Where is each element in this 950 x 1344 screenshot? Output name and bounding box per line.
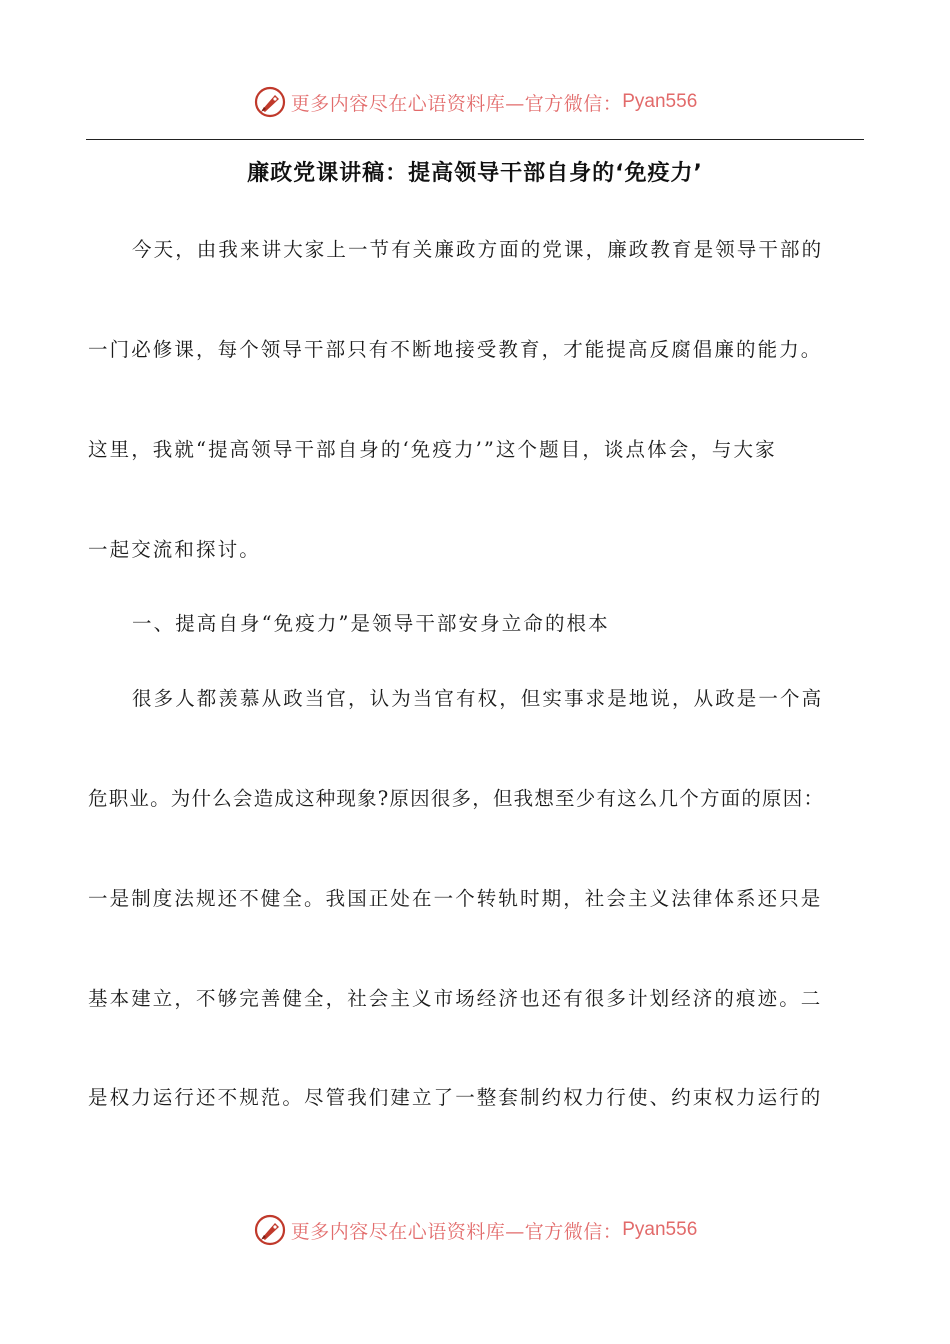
body-line: 一起交流和探讨。 <box>88 538 261 561</box>
banner-text: 更多内容尽在心语资料库—官方微信： <box>290 92 623 115</box>
banner-text: 更多内容尽在心语资料库—官方微信： <box>290 1220 623 1243</box>
body-line: 这里，我就“提高领导干部自身的‘免疫力’”这个题目，谈点体会，与大家 <box>88 438 777 461</box>
body-line: 一门必修课，每个领导干部只有不断地接受教育，才能提高反腐倡廉的能力。 <box>88 338 823 361</box>
banner-wechat-id: Pyan556 <box>622 1219 698 1240</box>
document-title: 廉政党课讲稿：提高领导干部自身的‘免疫力’ <box>247 161 703 186</box>
body-line: 今天，由我来讲大家上一节有关廉政方面的党课，廉政教育是领导干部的 <box>132 238 824 261</box>
pen-nib-logo-icon <box>253 85 287 119</box>
body-line: 是权力运行还不规范。尽管我们建立了一整套制约权力行使、约束权力运行的 <box>88 1086 823 1109</box>
section-heading: 一、提高自身“免疫力”是领导干部安身立命的根本 <box>132 612 610 635</box>
header-banner <box>0 82 950 122</box>
body-line: 很多人都羡慕从政当官，认为当官有权，但实事求是地说，从政是一个高 <box>132 687 824 710</box>
header-divider <box>86 139 864 140</box>
body-line: 一是制度法规还不健全。我国正处在一个转轨时期，社会主义法律体系还只是 <box>88 887 823 910</box>
pen-nib-logo-icon <box>253 1213 287 1247</box>
body-line: 危职业。为什么会造成这种现象?原因很多，但我想至少有这么几个方面的原因： <box>88 787 825 810</box>
footer-banner <box>0 1210 950 1250</box>
banner-wechat-id: Pyan556 <box>622 91 698 112</box>
body-line: 基本建立，不够完善健全，社会主义市场经济也还有很多计划经济的痕迹。二 <box>88 987 823 1010</box>
